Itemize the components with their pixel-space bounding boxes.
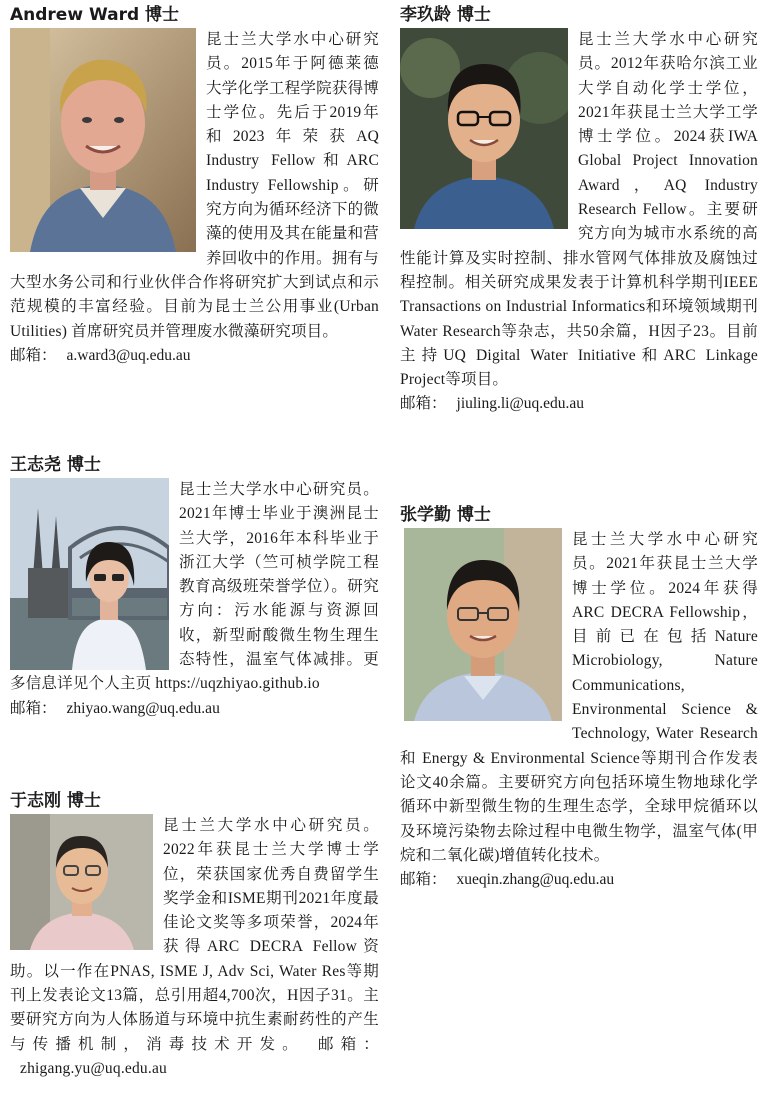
profile-email-row [400, 868, 758, 892]
profile-bio-block [10, 814, 379, 1081]
profile-name: 张学勤 博士 [400, 505, 491, 525]
profile-bio-text: 昆士兰大学水中心研究员。2021年获昆士兰大学博士学位。2024年获得ARC DECRA Fellowship，目前已在包括Nature Microbiology, Nature Communications, Environmental Science & Technology, Water Research 和 Energy & Environmental Science等期刊合作发表论文40余篇。主要研究方向包括环境生物地球化学循环中新型微生物的生理生态学，全球甲烷循环以及环境污染物去除过程中电微生物学，温室气体(甲烷和二氧化碳)增值转化技术。 [400, 531, 758, 864]
profile-bio-block [400, 28, 758, 392]
email-link[interactable]: a.ward3@uq.edu.au [66, 346, 191, 364]
profile-name: 于志刚 博士 [10, 791, 101, 811]
email-link[interactable]: xueqin.zhang@uq.edu.au [456, 871, 615, 889]
profile-card [400, 4, 758, 417]
email-link[interactable]: zhigang.yu@uq.edu.au [20, 1059, 167, 1077]
profile-bio-text: 昆士兰大学水中心研究员。2015年于阿德莱德大学化学工程学院获得博士学位。先后于2019年和2023年荣获AQ Industry Fellow和ARC Industry Fellowship。研究方向为循环经济下的微藻的使用及其在能量和营养回收中的作用。拥有与大型水务公司和行业伙伴合作将研究扩大到试点和示范规模的丰富经验。目前为昆士兰公用事业(Urban Utilities) 首席研究员并管理废水微藻研究项目。 [10, 31, 379, 340]
profile-bio-text: 昆士兰大学水中心研究员。2021年博士毕业于澳洲昆士兰大学，2016年本科毕业于浙江大学（竺可桢学院工程教育高级班荣誉学位）。研究方向：污水能源与资源回收，新型耐酸微生物生理生态特性，温室气体减排。更多信息详见个人主页 https://uqzhiyao.github.io [10, 481, 379, 693]
profile-card [400, 504, 758, 892]
profile-bio-block [10, 478, 379, 697]
email-label: 邮箱： [400, 871, 447, 889]
profile-name: Andrew Ward 博士 [10, 5, 180, 25]
email-label: 邮箱： [10, 346, 57, 364]
profile-name: 王志尧 博士 [10, 455, 101, 475]
email-link[interactable]: jiuling.li@uq.edu.au [456, 395, 585, 413]
profile-photo [10, 814, 153, 950]
profile-card [10, 454, 379, 721]
profile-email-row [10, 344, 379, 368]
profile-bio-block [10, 28, 379, 344]
profile-photo [400, 28, 568, 229]
profile-email-row [10, 697, 379, 721]
email-label: 邮箱： [10, 699, 57, 717]
email-label: 邮箱： [317, 1035, 380, 1053]
profile-card [10, 4, 379, 368]
profile-email-row [400, 392, 758, 416]
profile-card [10, 790, 379, 1081]
profile-bio-block [400, 528, 758, 868]
profile-photo [404, 528, 562, 721]
profile-photo [10, 478, 169, 670]
profile-bio-text: 昆士兰大学水中心研究员。2022年获昆士兰大学博士学位，荣获国家优秀自费留学生奖学金和ISME期刊2021年度最佳论文奖等多项荣誉，2024年获得ARC DECRA Fellow资助。以一作在PNAS, ISME J, Adv Sci, Water Res等期刊上发表论文13篇，总引用超4,700次，H因子31。主要研究方向为人体肠道与环境中抗生素耐药性的产生与传播机制，消毒技术开发。 [10, 817, 379, 1053]
email-label: 邮箱： [400, 395, 447, 413]
profile-name: 李玖龄 博士 [400, 5, 491, 25]
email-link[interactable]: zhiyao.wang@uq.edu.au [66, 699, 220, 717]
profile-bio-text: 昆士兰大学水中心研究员。2012年获哈尔滨工业大学自动化学士学位，2021年获昆士兰大学工学博士学位。2024获IWA Global Project Innovation Award，AQ Industry Research Fellow。主要研究方向为城市水系统的高性能计算及实时控制、排水管网气体排放及腐蚀过程控制。相关研究成果发表于计算机科学期刊IEEE Transactions on Industrial Informatics和环境领域期刊Water Research等杂志，共50余篇，H因子23。目前主持UQ Digital Water Initiative和ARC Linkage Project等项目。 [400, 31, 758, 389]
profile-photo [10, 28, 196, 252]
